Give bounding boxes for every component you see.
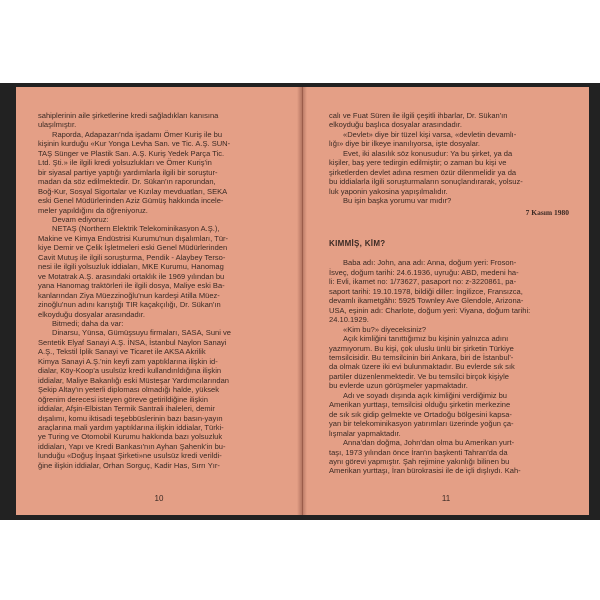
- text-line: kiye Demir ve Çelik İşletmeleri eski Genel Müdürlerinden: [38, 243, 228, 253]
- text-line: eski Genel Müdürlerinden Aziz Gümüş hakkında incele-: [38, 196, 224, 206]
- text-line: lığı» diye bir ilkeye inanılıyorsa, işte dosyalar.: [329, 139, 481, 149]
- text-line: iddialar, Maliye Bakanlığı eski Müsteşar Yardımcılarından: [38, 375, 229, 385]
- text-line: temsilcisidir. Bu temsilcinin biri Ankara, biri de İstanbul'-: [329, 352, 514, 362]
- text-line: A.Ş., Tekstil İplik Sanayi ve Ticaret ile AKSA Akrilik: [38, 347, 206, 357]
- text-line: Devam ediyoruz:: [52, 214, 109, 224]
- text-line: kişiler, baş yere tedirgin edilmiştir; o zaman bu kişi ve: [329, 158, 507, 168]
- text-line: yan bir telekominikasyon yatırımları üzerinde yoğun ça-: [329, 419, 514, 429]
- text-line: İsveç, doğum tarihi: 24.6.1936, uyruğu: ABD, medeni ha-: [329, 267, 519, 277]
- text-line: elkoyduğu başlıca dosyalar arasındadır.: [329, 120, 462, 130]
- text-line: TAŞ Sünger ve Plastik San. A.Ş. Kuriş Yedek Parça Tic.: [38, 148, 225, 158]
- text-line: lunduğu «Doğuş İnşaat Şirketi»ne usulsüz kredi verildi-: [38, 451, 222, 461]
- section-heading: KIMMİŞ, KİM?: [329, 238, 386, 248]
- text-line: elkoyduğu dosyalar arasındadır.: [38, 309, 145, 319]
- text-line: luk yaponin yakosina yapışılmalıdır.: [329, 186, 448, 196]
- text-line: kişinin kurduğu «Kur Yonga Levha San. ve Tic. A.Ş. SUN-: [38, 139, 231, 149]
- text-line: «Kim bu?» diyeceksiniz?: [343, 324, 427, 334]
- text-line: devamlı ikametgâhı: 5925 Townley Ave Glendole, Arizona-: [329, 296, 524, 306]
- text-line: bir siyasal partiye yaptığı yardımlarla ilgili bir soruştur-: [38, 167, 218, 177]
- text-line: yazmıyorum. Bu kişi, çok uluslu ünlü bir şirketin Türkiye: [329, 343, 514, 353]
- text-line: iddiaları, Yapı ve Kredi Bankası'nın Ayhan Şahenk'in bu-: [38, 441, 226, 451]
- text-line: kanlarından Ziya Müezzinoğlu'nun kardeşi Atilla Müez-: [38, 290, 220, 300]
- text-line: dialar, Köy-Koop'a usulsüz kredi kullandırıldığına ilişkin: [38, 366, 222, 376]
- text-line: Dinarsu, Yünsa, Gümüşsuyu firmaları, SASA, Suni ve: [52, 328, 231, 338]
- text-line: ve Motatrak A.Ş. arasındaki ortaklık ile 1969 yılından bu: [38, 271, 225, 281]
- text-line: Raporda, Adapazarı'nda işadamı Ömer Kuriş ile bu: [52, 129, 223, 139]
- text-line: saport tarihi: 19.10.1978, bildiği diller: İngilizce, Fransızca,: [329, 286, 523, 296]
- text-line: Anna'dan doğma, John'dan olma bu Amerikan yurt-: [343, 438, 515, 448]
- text-line: 24.10.1929.: [329, 315, 369, 325]
- text-line: Ltd. Şti.» ile ilgili kredi yolsuzlukları ve Ömer Kuriş'in: [38, 158, 212, 168]
- text-line: Şekip Altay'ın yeterli diploması olmadığı halde, yüksek: [38, 385, 219, 395]
- text-line: Açık kimliğini tanıttığımız bu kişinin yalnızca adını: [343, 334, 509, 344]
- text-line: taşı, 1973 yılından önce İran'ın başkenti Tahran'da da: [329, 447, 508, 457]
- right-page-lower-text: [329, 258, 569, 475]
- left-page: [16, 87, 303, 515]
- text-line: de sık sık gidip gelmekte ve Ortadoğu bölgesini kapsa-: [329, 409, 512, 419]
- text-line: lışmalar yapmaktadır.: [329, 428, 401, 438]
- text-line: öğrenim derecesi isteyen göreve getirildiğine ilişkin: [38, 394, 208, 404]
- text-line: bu evlerde uzun görüşmeler yapmaktadır.: [329, 381, 468, 391]
- text-line: yana Hanomag traktörleri ile ilgili dosya, Maliye eski Ba-: [38, 281, 225, 291]
- text-line: zinoğlu'nun adını karıştığı TIR kaçakçılığı, Dr. Sükan'ın: [38, 300, 221, 310]
- text-line: bu iddialarla ilgili soruşturmaların sonuçlandırarak, yolsuz-: [329, 177, 523, 187]
- right-page: [303, 87, 589, 515]
- text-line: Bu işin başka yorumu var mıdır?: [343, 196, 452, 206]
- text-line: USA, eşinin adı: Charlote, doğum yeri: Viyana, doğum tarihi:: [329, 305, 531, 315]
- text-line: Amerikan yurttaşı, İran bürokrasisi ile de içli dışlıydı. Kah-: [329, 466, 521, 476]
- text-line: dışalımı, komu iktisadi teşebbüslerinin bazı basın-yayın: [38, 413, 223, 423]
- right-page-upper-text: [329, 111, 569, 206]
- left-page-text: [38, 111, 288, 470]
- text-line: meler yapıldığını da öğreniyoruz.: [38, 205, 148, 215]
- text-line: Boğ-Kur, Sosyal Sigortalar ve Kızılay mevduatları, SEKA: [38, 186, 228, 196]
- text-line: Sentetik Elyaf Sanayi A.Ş. İNSA, İstanbul Naylon Sanayi: [38, 337, 227, 347]
- text-line: Adı ve soyadı dışında açık kimliğini verdiğimiz bu: [343, 390, 508, 400]
- open-book: [0, 83, 600, 520]
- text-line: nesi ile ilgili yolsuzluk iddiaları, MKE Kurumu, Hanomag: [38, 262, 224, 272]
- text-line: Evet, iki alasılık söz konusudur: Ya bu şirket, ya da: [343, 148, 513, 158]
- text-line: ğine ilişkin iddialar, Orhan Sorguç, Kadir Has, Sırrı Yır-: [38, 460, 220, 470]
- text-line: Bitmedi; daha da var:: [52, 318, 124, 328]
- text-line: da olmak üzere iki evi bulunmaktadır. Bu evlerde sık sık: [329, 362, 515, 372]
- text-line: Kimya Sanayi A.Ş.'nin keyfi zam yaptıklarına ilişkin id-: [38, 356, 218, 366]
- text-line: iddialar, Afşin-Elbistan Termik Santrali ihaleleri, demir: [38, 404, 215, 414]
- text-line: Cavit Mutuş ile ilgili soruşturma, Pendik - Alaybey Terso-: [38, 252, 226, 262]
- text-line: partiler düzenlenmektedir. Ve bu temsilci birçok kişiyle: [329, 371, 509, 381]
- text-line: ulaşılmıştır.: [38, 120, 77, 130]
- text-line: ye Turing ve Otomobil Kurumu hakkında bazı yolsuzluk: [38, 432, 223, 442]
- text-line: araçlarına mali yardım yaptıklarına ilişkin iddialar, Türki-: [38, 422, 224, 432]
- text-line: calı ve Fuat Süren ile ilgili çeşitli ihbarlar, Dr. Sükan'ın: [329, 111, 508, 120]
- text-line: aynı görevi yapmıştır. Şah rejimine yakınlığı bilinen bu: [329, 456, 510, 466]
- text-line: şirketlerden devlet adına resmen özür dilenmelidir ya da: [329, 167, 517, 177]
- book-gutter: [297, 87, 307, 515]
- article-date: 7 Kasım 1980: [525, 207, 569, 217]
- right-page-number: 11: [441, 494, 451, 503]
- text-line: li: Evli, ikamet no: 1/73627, pasaport no: z-3220861, pa-: [329, 277, 517, 287]
- text-line: sahiplerinin aile şirketlerine kredi sağladıkları kanısına: [38, 111, 219, 120]
- text-line: NETAŞ (Northern Elektrik Telekominikasyon A.Ş.),: [52, 224, 220, 234]
- left-page-number: 10: [154, 494, 164, 503]
- text-line: madan da söz edilmektedir. Dr. Sükan'ın raporundan,: [38, 177, 216, 187]
- right-page-text: [329, 111, 569, 476]
- text-line: Makine ve Kimya Endüstrisi Kurumu'nun dışalımları, Tür-: [38, 233, 229, 243]
- text-line: Amerikan yurttaşı, temsilcisi olduğu şirketin merkezine: [329, 400, 511, 410]
- text-line: Baba adı: John, ana adı: Anna, doğum yeri: Froson-: [343, 258, 517, 268]
- text-line: «Devlet» diye bir tüzel kişi varsa, «devletin devamlı-: [343, 129, 517, 139]
